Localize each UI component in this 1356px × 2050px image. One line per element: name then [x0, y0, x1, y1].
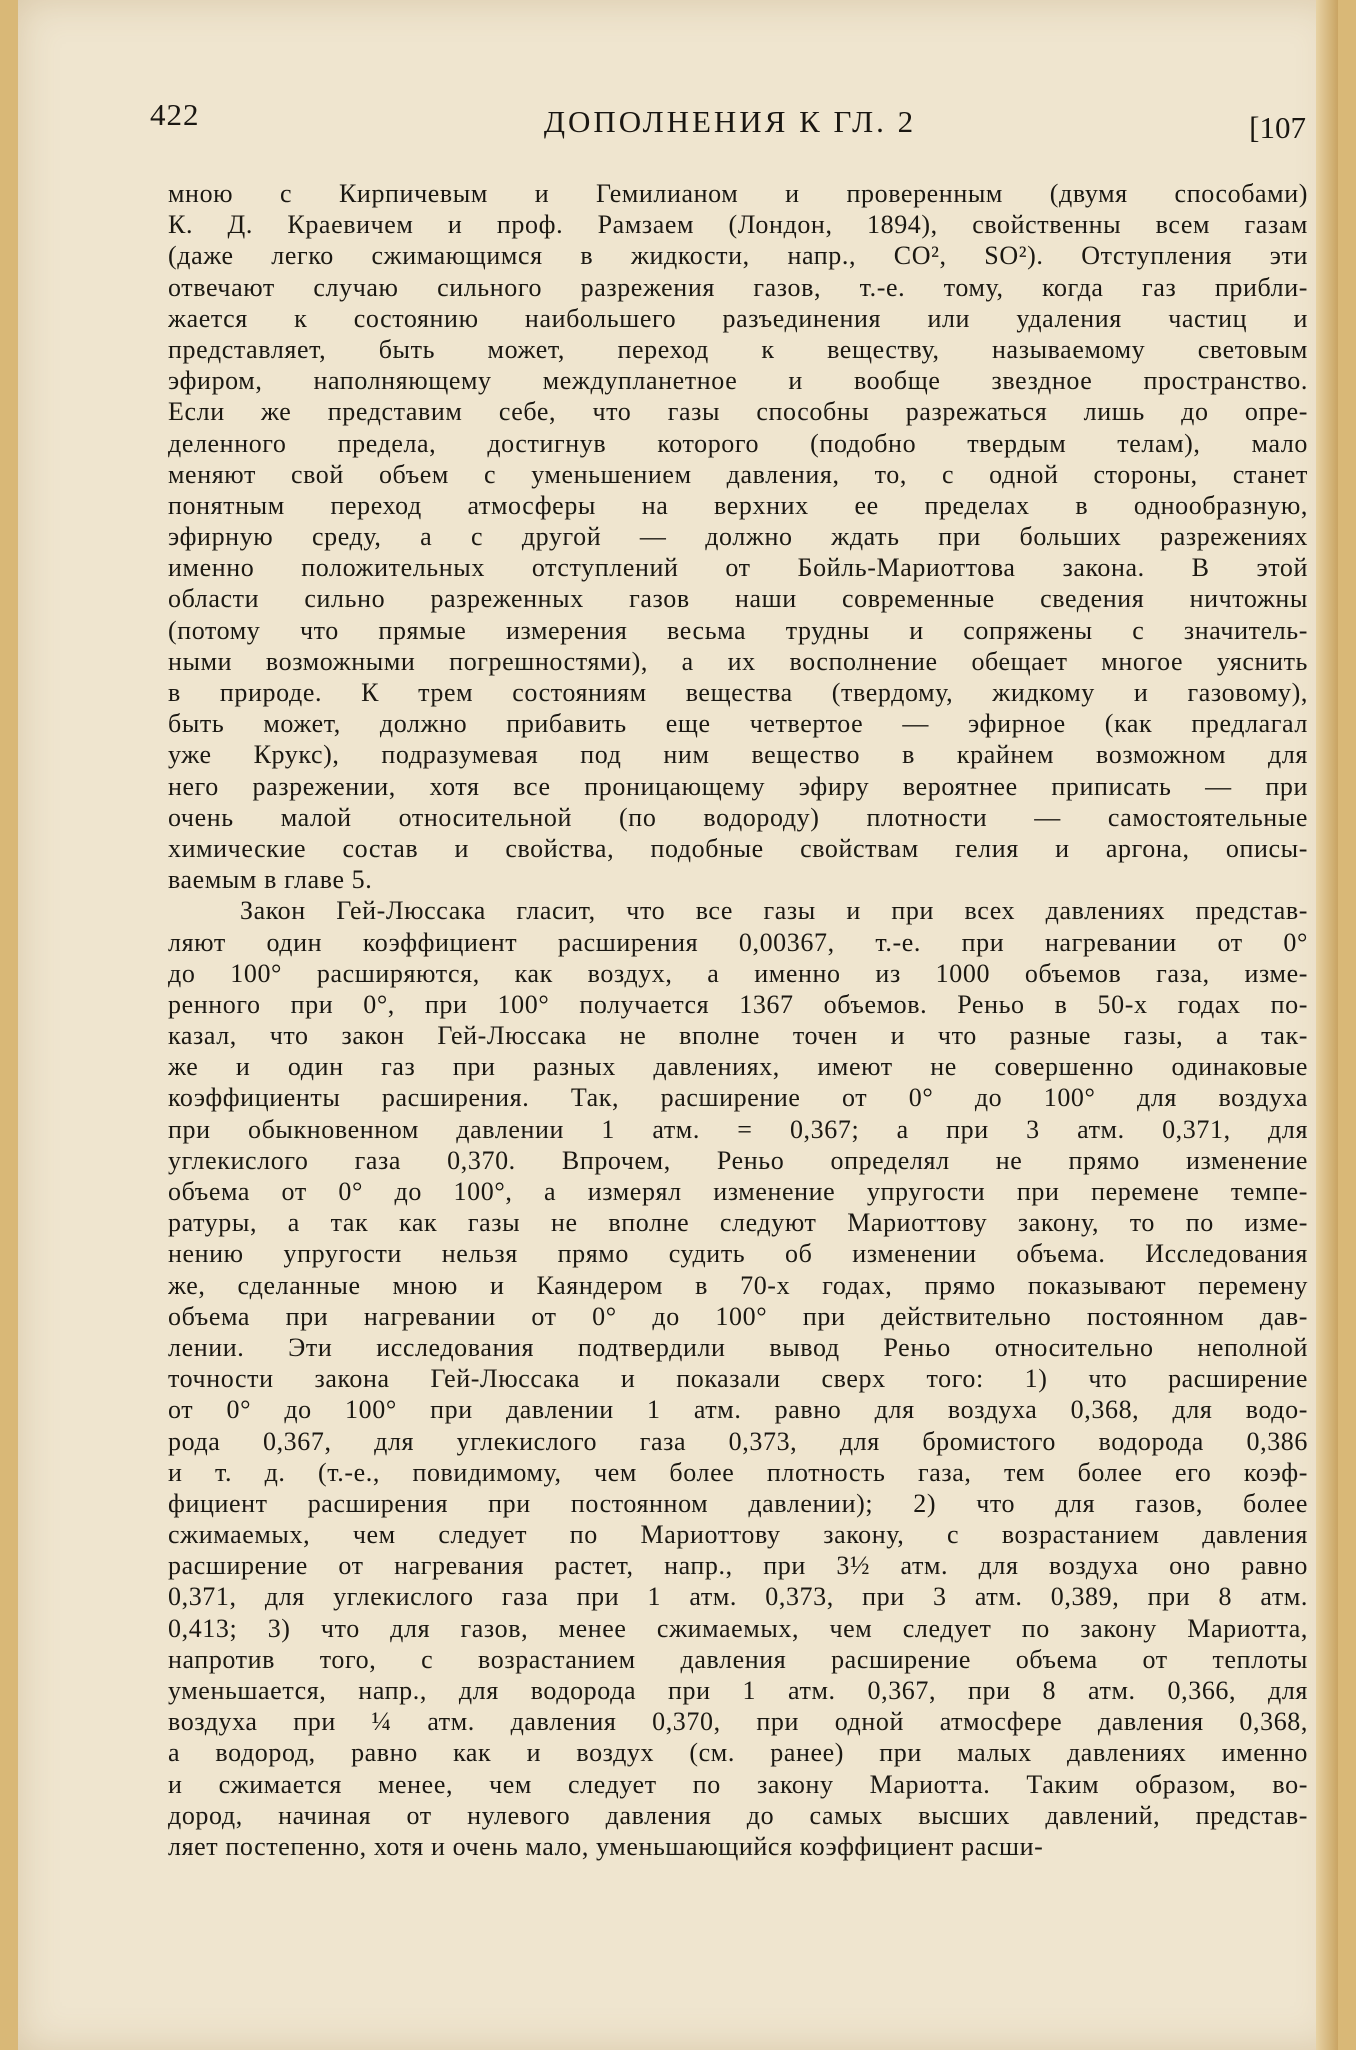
page-body — [168, 178, 1308, 1862]
text-line: воздуха при ¼ атм. давления 0,370, при одной атмосфере давления 0,368, — [168, 1707, 1308, 1737]
text-line: эфирную среду, а с другой — должно ждать при больших разрежениях — [168, 522, 1308, 552]
text-line: нению упругости нельзя прямо судить об изменении объема. Исследования — [168, 1239, 1308, 1269]
paragraph — [168, 895, 1308, 1862]
text-line: уже Крукс), подразумевая под ним вещество в крайнем возможном для — [168, 740, 1308, 770]
text-line: деленного предела, достигнув которого (подобно твердым телам), мало — [168, 428, 1308, 458]
text-line: Если же представим себе, что газы способны разрежаться лишь до опре- — [168, 397, 1308, 427]
text-line: рода 0,367, для углекислого газа 0,373, для бромистого водорода 0,386 — [168, 1426, 1308, 1456]
text-line: ренного при 0°, при 100° получается 1367 объемов. Реньо в 50-х годах по- — [168, 989, 1308, 1019]
text-line: ляет постепенно, хотя и очень мало, уменьшающийся коэффициент расши- — [168, 1831, 1044, 1861]
text-line: сжимаемых, чем следует по Мариоттову закону, с возрастанием давления — [168, 1520, 1308, 1550]
page-number: 422 — [150, 97, 200, 132]
text-line: очень малой относительной (по водороду) плотности — самостоятельные — [168, 802, 1308, 832]
section-number: [107 — [1249, 110, 1306, 145]
text-line: представляет, быть может, переход к веществу, называемому световым — [168, 334, 1308, 364]
text-line: казал, что закон Гей-Люссака не вполне точен и что разные газы, а так- — [168, 1021, 1308, 1051]
text-line: жается к состоянию наибольшего разъединения или удаления частиц и — [168, 303, 1308, 333]
text-line: понятным переход атмосферы на верхних ее пределах в однообразную, — [168, 490, 1308, 520]
text-line: меняют свой объем с уменьшением давления, то, с одной стороны, станет — [168, 459, 1308, 489]
text-line: а водород, равно как и воздух (см. ранее) при малых давлениях именно — [168, 1738, 1308, 1768]
text-line: при обыкновенном давлении 1 атм. = 0,367; а при 3 атм. 0,371, для — [168, 1114, 1308, 1144]
text-line: точности закона Гей-Люссака и показали сверх того: 1) что расширение — [168, 1364, 1308, 1394]
text-line: Закон Гей-Люссака гласит, что все газы и при всех давлениях представ- — [240, 896, 1308, 926]
text-line: от 0° до 100° при давлении 1 атм. равно для воздуха 0,368, для водо- — [168, 1395, 1308, 1425]
text-line: него разрежении, хотя все проницающему эфиру вероятнее приписать — при — [168, 771, 1308, 801]
running-title: ДОПОЛНЕНИЯ К ГЛ. 2 — [543, 104, 917, 139]
page-header — [150, 92, 1310, 145]
text-line: К. Д. Краевичем и проф. Рамзаем (Лондон, 1894), свойственны всем газам — [168, 210, 1308, 240]
text-line: расширение от нагревания растет, напр., при 3½ атм. для воздуха оно равно — [168, 1551, 1308, 1581]
text-line: именно положительных отступлений от Бойль-Мариоттова закона. В этой — [168, 553, 1308, 583]
page-edge — [1316, 0, 1338, 2050]
text-line: уменьшается, напр., для водорода при 1 атм. 0,367, при 8 атм. 0,366, для — [168, 1676, 1308, 1705]
text-line: в природе. К трем состояниям вещества (твердому, жидкому и газовому), — [168, 678, 1308, 707]
text-line: же и один газ при разных давлениях, имеют не совершенно одинаковые — [168, 1052, 1308, 1082]
text-line: коэффициенты расширения. Так, расширение от 0° до 100° для воздуха — [168, 1083, 1308, 1113]
book-page — [18, 0, 1338, 2050]
text-line: и т. д. (т.-е., повидимому, чем более плотность газа, тем более его коэф- — [168, 1457, 1308, 1487]
text-line: дород, начиная от нулевого давления до самых высших давлений, представ- — [168, 1800, 1308, 1830]
text-line: напротив того, с возрастанием давления расширение объема от теплоты — [168, 1644, 1308, 1674]
text-line: (потому что прямые измерения весьма трудны и сопряжены с значитель- — [168, 615, 1308, 645]
text-line: лении. Эти исследования подтвердили вывод Реньо относительно неполной — [168, 1332, 1308, 1362]
text-line: 0,413; 3) что для газов, менее сжимаемых, чем следует по закону Мариотта, — [168, 1613, 1308, 1643]
text-line: объема от 0° до 100°, а измерял изменение упругости при перемене темпе- — [168, 1177, 1308, 1206]
text-line: мною с Кирпичевым и Гемилианом и проверенным (двумя способами) — [168, 179, 1308, 208]
text-line: химические состав и свойства, подобные свойствам гелия и аргона, описы- — [168, 833, 1308, 863]
text-line: и сжимается менее, чем следует по закону Мариотта. Таким образом, во- — [168, 1769, 1308, 1799]
text-line: отвечают случаю сильного разрежения газов, т.-е. тому, когда газ прибли- — [168, 272, 1308, 302]
text-line: быть может, должно прибавить еще четвертое — эфирное (как предлагал — [168, 709, 1308, 739]
text-line: объема при нагревании от 0° до 100° при действительно постоянном дав- — [168, 1301, 1308, 1331]
text-line: ваемым в главе 5. — [168, 865, 373, 895]
text-line: фициент расширения при постоянном давлении); 2) что для газов, более — [168, 1488, 1308, 1518]
text-line: эфиром, наполняющему междупланетное и вообще звездное пространство. — [168, 366, 1308, 396]
text-line: же, сделанные мною и Каяндером в 70-х годах, прямо показывают перемену — [168, 1270, 1308, 1300]
text-line: ными возможными погрешностями), а их восполнение обещает многое уяснить — [168, 646, 1308, 676]
text-line: до 100° расширяются, как воздух, а именно из 1000 объемов газа, изме- — [168, 958, 1308, 988]
text-line: области сильно разреженных газов наши современные сведения ничтожны — [168, 584, 1308, 614]
text-line: ляют один коэффициент расширения 0,00367, т.-е. при нагревании от 0° — [168, 927, 1308, 957]
text-line: ратуры, а так как газы не вполне следуют Мариоттову закону, то по изме- — [168, 1208, 1308, 1238]
text-line: углекислого газа 0,370. Впрочем, Реньо определял не прямо изменение — [168, 1145, 1308, 1175]
paragraph — [168, 178, 1308, 895]
text-line: (даже легко сжимающимся в жидкости, напр., CO², SO²). Отступления эти — [168, 241, 1308, 271]
text-line: 0,371, для углекислого газа при 1 атм. 0,373, при 3 атм. 0,389, при 8 атм. — [168, 1582, 1308, 1612]
